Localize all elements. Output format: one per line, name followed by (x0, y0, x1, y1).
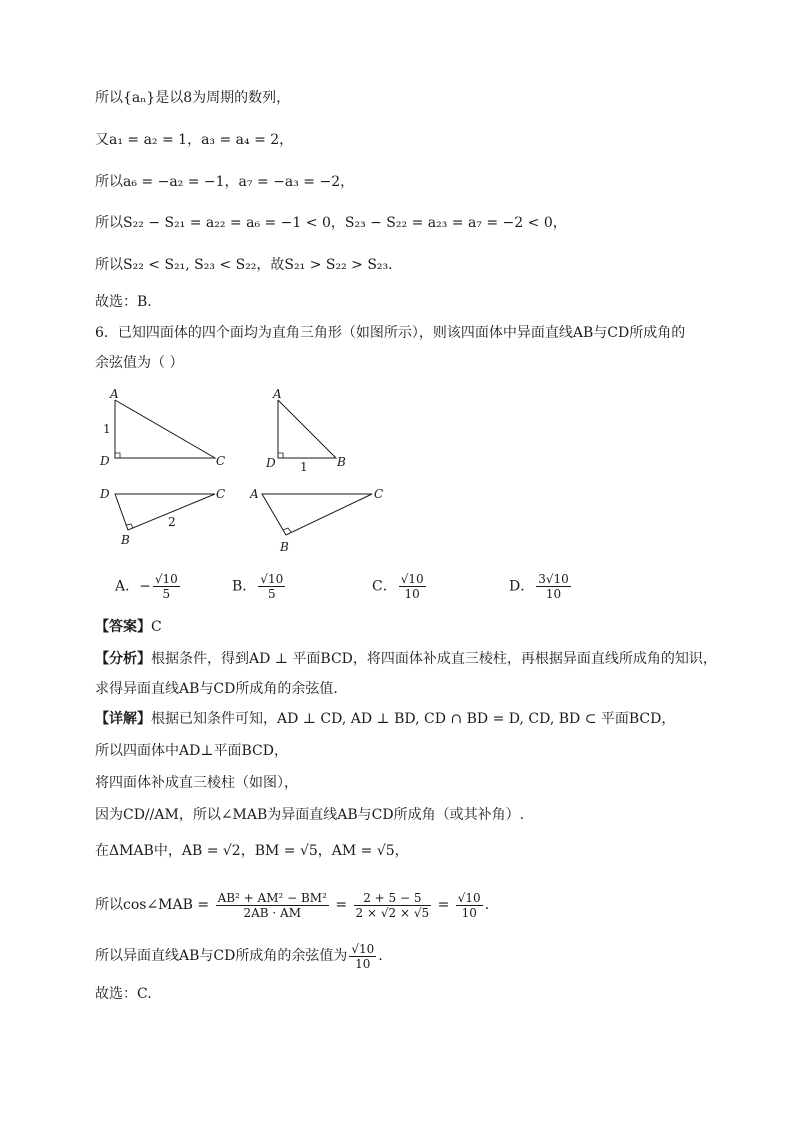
option-c[interactable] (372, 572, 428, 601)
triangle-acb (249, 487, 383, 554)
option-a-fraction: $\frac{√10}{5}$ (154, 572, 178, 601)
tri3-label-d: D (100, 487, 110, 501)
cos-formula-prefix: 所以cos∠MAB = (95, 897, 214, 913)
detail-line-5: 在ΔMAB中，AB = √2，BM = √5，AM = √5， (95, 843, 409, 859)
answer-value: C (151, 619, 162, 635)
detail-line-2: 所以四面体中AD⊥平面BCD， (95, 743, 288, 759)
tri3-label-c: C (216, 487, 226, 501)
cos-formula-fraction-3: $\frac{√10}{10}$ (457, 890, 481, 920)
tri2-label-d: D (266, 456, 276, 470)
tri1-label-c: C (216, 454, 226, 468)
question-6-line-1: 6．已知四面体的四个面均为直角三角形（如图所示），则该四面体中异面直线AB与CD所成角的 (95, 325, 686, 341)
conclusion-fraction: $\frac{√10}{10}$ (351, 941, 375, 971)
option-b-label: B． (232, 578, 257, 595)
option-b-fraction: $\frac{√10}{5}$ (260, 572, 284, 601)
solution-conclusion-b: 故选：B. (95, 294, 152, 310)
option-d[interactable] (509, 572, 573, 601)
detail-line-4: 因为CD//AM，所以∠MAB为异面直线AB与CD所成角（或其补角）. (95, 807, 525, 823)
option-a-label: A． (115, 578, 140, 595)
tri4-label-b: B (280, 540, 289, 554)
solution-line-2: 又a₁ = a₂ = 1，a₃ = a₄ = 2， (95, 132, 294, 148)
option-b[interactable] (232, 572, 287, 601)
analysis-tag: 【分析】 (95, 651, 151, 667)
option-c-label: C． (372, 578, 397, 595)
detail-tag: 【详解】 (95, 711, 151, 727)
option-d-fraction: $\frac{3√10}{10}$ (538, 572, 569, 601)
solution-line-1: 所以{aₙ}是以8为周期的数列， (95, 90, 291, 106)
tri2-label-a: A (273, 387, 282, 401)
tri2-side-length: 1 (300, 460, 308, 474)
tri3-label-b: B (121, 533, 130, 547)
triangle-adb (265, 387, 346, 474)
solution-line-5: 所以S₂₂ < S₂₁, S₂₃ < S₂₂，故S₂₁ > S₂₂ > S₂₃. (95, 257, 393, 273)
option-d-label: D． (509, 578, 535, 595)
tri1-label-a: A (110, 387, 119, 401)
detail-text-1: 根据已知条件可知，AD ⊥ CD, AD ⊥ BD, CD ∩ BD = D, CD, BD ⊂ 平面BCD， (151, 711, 676, 727)
question-6-line-2: 余弦值为（ ） (95, 355, 184, 371)
solution-line-3: 所以a₆ = −a₂ = −1，a₇ = −a₃ = −2， (95, 174, 355, 190)
tri1-label-d: D (100, 454, 110, 468)
detail-line-6: 所以cos∠MAB = $\frac{\text{AB² + AM² − BM²}}{2AB \cdot AM}$ = $\frac{2 + 5 - 5}{2 \times √2 \times √5}$ = $\frac{√10}{10}$ . (95, 890, 490, 920)
tri4-label-a: A (250, 487, 259, 501)
analysis-line-1 (95, 649, 717, 669)
detail-line-3: 将四面体补成直三棱柱（如图）， (95, 775, 298, 791)
solution-line-4: 所以S₂₂ − S₂₁ = a₂₂ = a₆ = −1 < 0，S₂₃ − S₂₂ = a₂₃ = a₇ = −2 < 0， (95, 215, 567, 231)
analysis-text-1: 根据条件，得到AD ⊥ 平面BCD，将四面体补成直三棱柱，再根据异面直线所成角的知识， (151, 651, 717, 667)
option-c-fraction: $\frac{√10}{10}$ (400, 572, 424, 601)
cos-formula-fraction-2: $\frac{2 + 5 - 5}{2 \times √2 \times √5}$ (355, 890, 430, 920)
analysis-line-2: 求得异面直线AB与CD所成角的余弦值. (95, 681, 338, 697)
triangle-dcb (99, 487, 225, 547)
cos-formula-fraction-1: $\frac{\text{AB² + AM² − BM²}}{2AB \cdot AM}$ (217, 890, 327, 920)
answer-line (95, 617, 162, 637)
detail-line-7: 所以异面直线AB与CD所成角的余弦值为 $\frac{√10}{10}$ . (95, 941, 383, 971)
option-a-sign: − (139, 578, 151, 595)
option-a[interactable] (115, 572, 182, 601)
tri1-side-length: 1 (103, 422, 111, 436)
triangle-adc (99, 387, 225, 468)
conclusion-prefix: 所以异面直线AB与CD所成角的余弦值为 (95, 948, 348, 964)
detail-conclusion-c: 故选：C. (95, 986, 152, 1002)
tri4-label-c: C (374, 487, 384, 501)
tetrahedron-faces-figure (90, 385, 410, 560)
tri3-side-length: 2 (168, 515, 176, 529)
answer-tag: 【答案】 (95, 619, 151, 635)
tri2-label-b: B (337, 455, 346, 469)
detail-line-1 (95, 709, 675, 729)
